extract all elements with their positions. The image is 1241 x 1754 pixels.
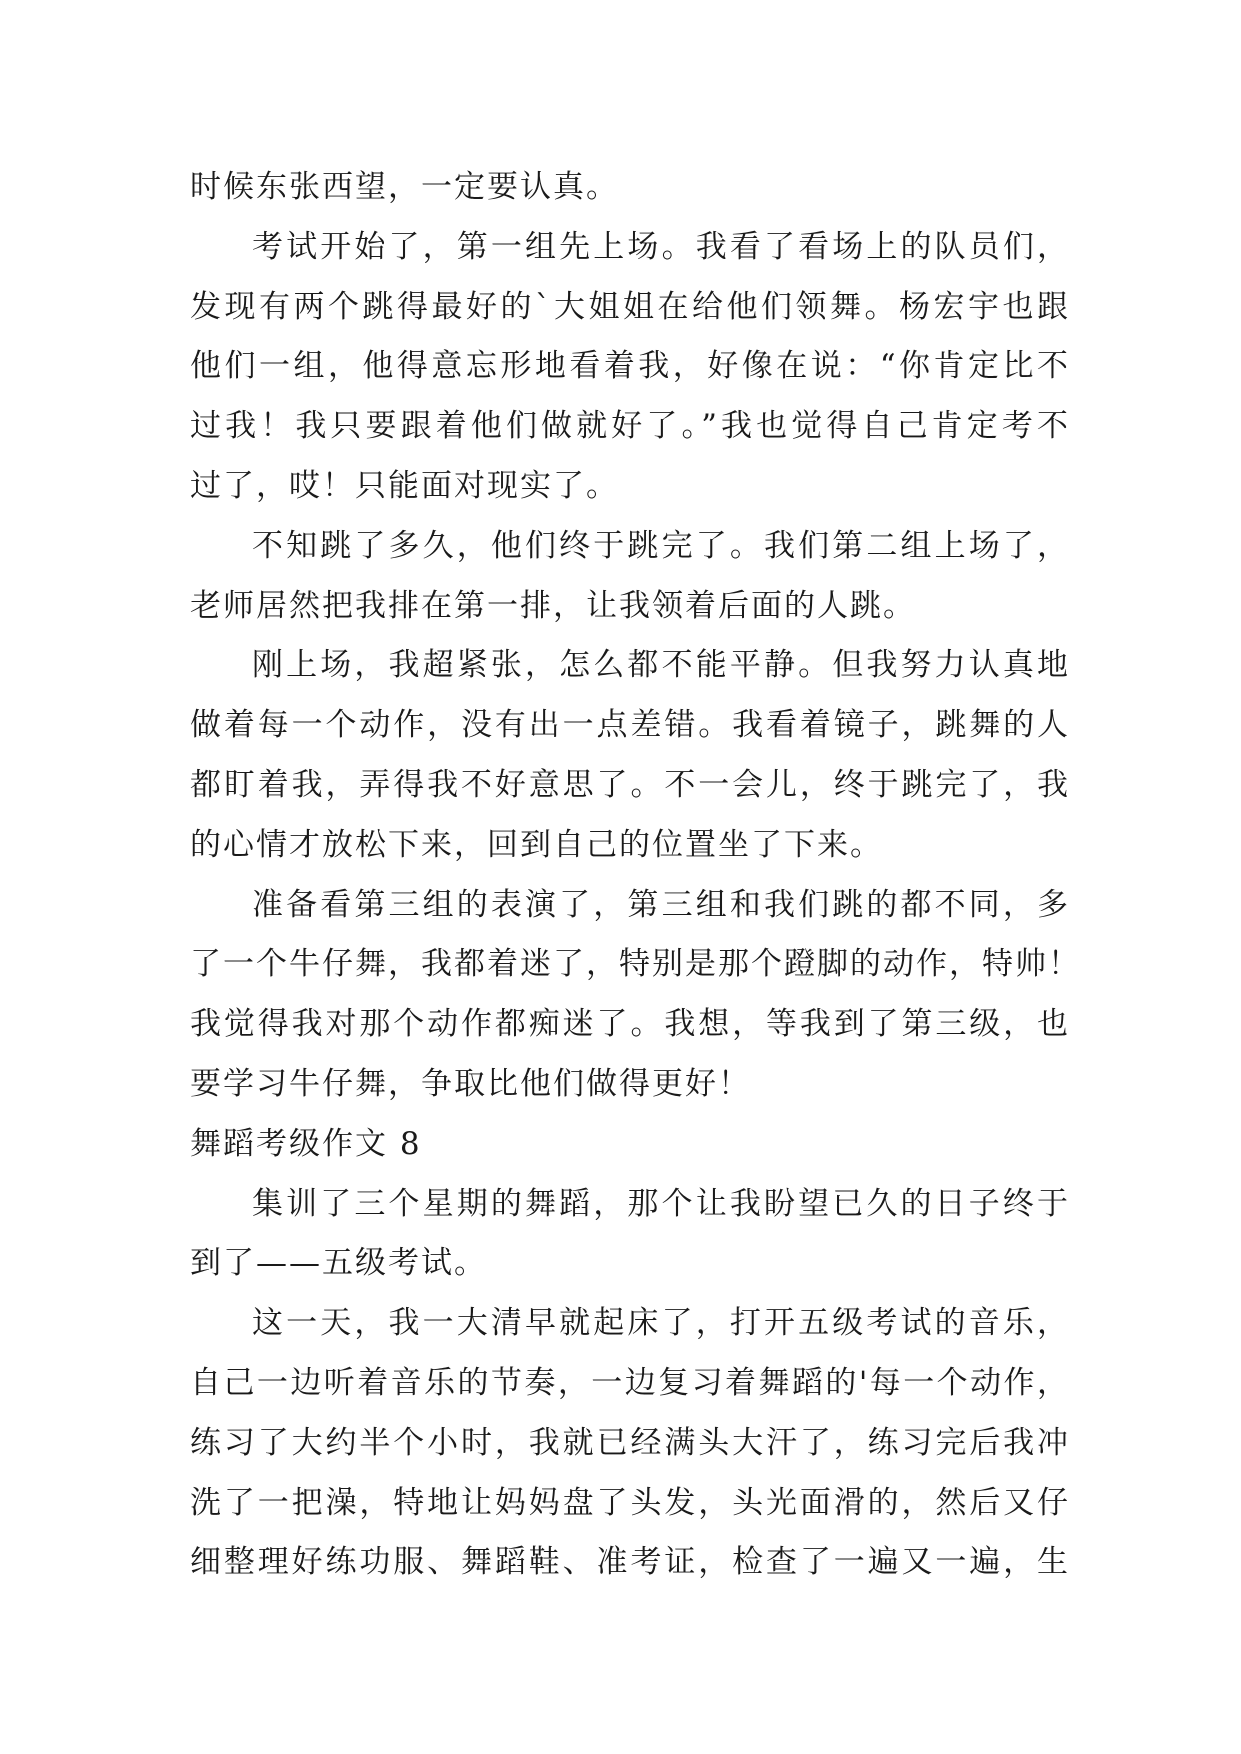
text-line: 自己一边听着音乐的节奏，一边复习着舞蹈的'每一个动作，	[190, 1364, 1070, 1401]
text-line: 发现有两个跳得最好的`大姐姐在给他们领舞。杨宏宇也跟	[190, 288, 1070, 325]
text-line: 细整理好练功服、舞蹈鞋、准考证，检查了一遍又一遍，生	[190, 1544, 1070, 1581]
document-body	[190, 158, 1081, 1593]
text-line: 他们一组，他得意忘形地看着我，好像在说：“你肯定比不	[190, 348, 1070, 385]
text-line: 我觉得我对那个动作都痴迷了。我想，等我到了第三级，也	[190, 1006, 1070, 1043]
paragraph-first-line: 刚上场，我超紧张，怎么都不能平静。但我努力认真地	[252, 647, 1070, 684]
paragraph-first-line: 考试开始了，第一组先上场。我看了看场上的队员们，	[252, 228, 1070, 265]
text-line: 过我！我只要跟着他们做就好了。”我也觉得自己肯定考不	[190, 408, 1070, 445]
paragraph-first-line: 不知跳了多久，他们终于跳完了。我们第二组上场了，	[252, 527, 1070, 564]
text-line: 了一个牛仔舞，我都着迷了，特别是那个蹬脚的动作，特帅！	[190, 946, 1081, 983]
text-line: 做着每一个动作，没有出一点差错。我看着镜子，跳舞的人	[190, 707, 1070, 744]
paragraph-first-line: 这一天，我一大清早就起床了，打开五级考试的音乐，	[252, 1305, 1070, 1342]
text-line: 时候东张西望，一定要认真。	[190, 169, 619, 205]
text-line: 到了——五级考试。	[190, 1245, 487, 1282]
paragraph-first-line: 准备看第三组的表演了，第三组和我们跳的都不同，多	[252, 886, 1070, 923]
text-line: 都盯着我，弄得我不好意思了。不一会儿，终于跳完了，我	[190, 766, 1070, 803]
paragraph-first-line: 集训了三个星期的舞蹈，那个让我盼望已久的日子终于	[252, 1185, 1070, 1222]
text-line: 的心情才放松下来，回到自己的位置坐了下来。	[190, 826, 883, 863]
text-line: 老师居然把我排在第一排，让我领着后面的人跳。	[190, 587, 916, 624]
text-line: 过了，哎！只能面对现实了。	[190, 467, 619, 504]
section-heading: 舞蹈考级作文 8	[190, 1125, 422, 1162]
text-line: 练习了大约半个小时，我就已经满头大汗了，练习完后我冲	[190, 1424, 1070, 1461]
text-line: 洗了一把澡，特地让妈妈盘了头发，头光面滑的，然后又仔	[190, 1484, 1070, 1521]
text-line: 要学习牛仔舞，争取比他们做得更好！	[190, 1065, 751, 1102]
